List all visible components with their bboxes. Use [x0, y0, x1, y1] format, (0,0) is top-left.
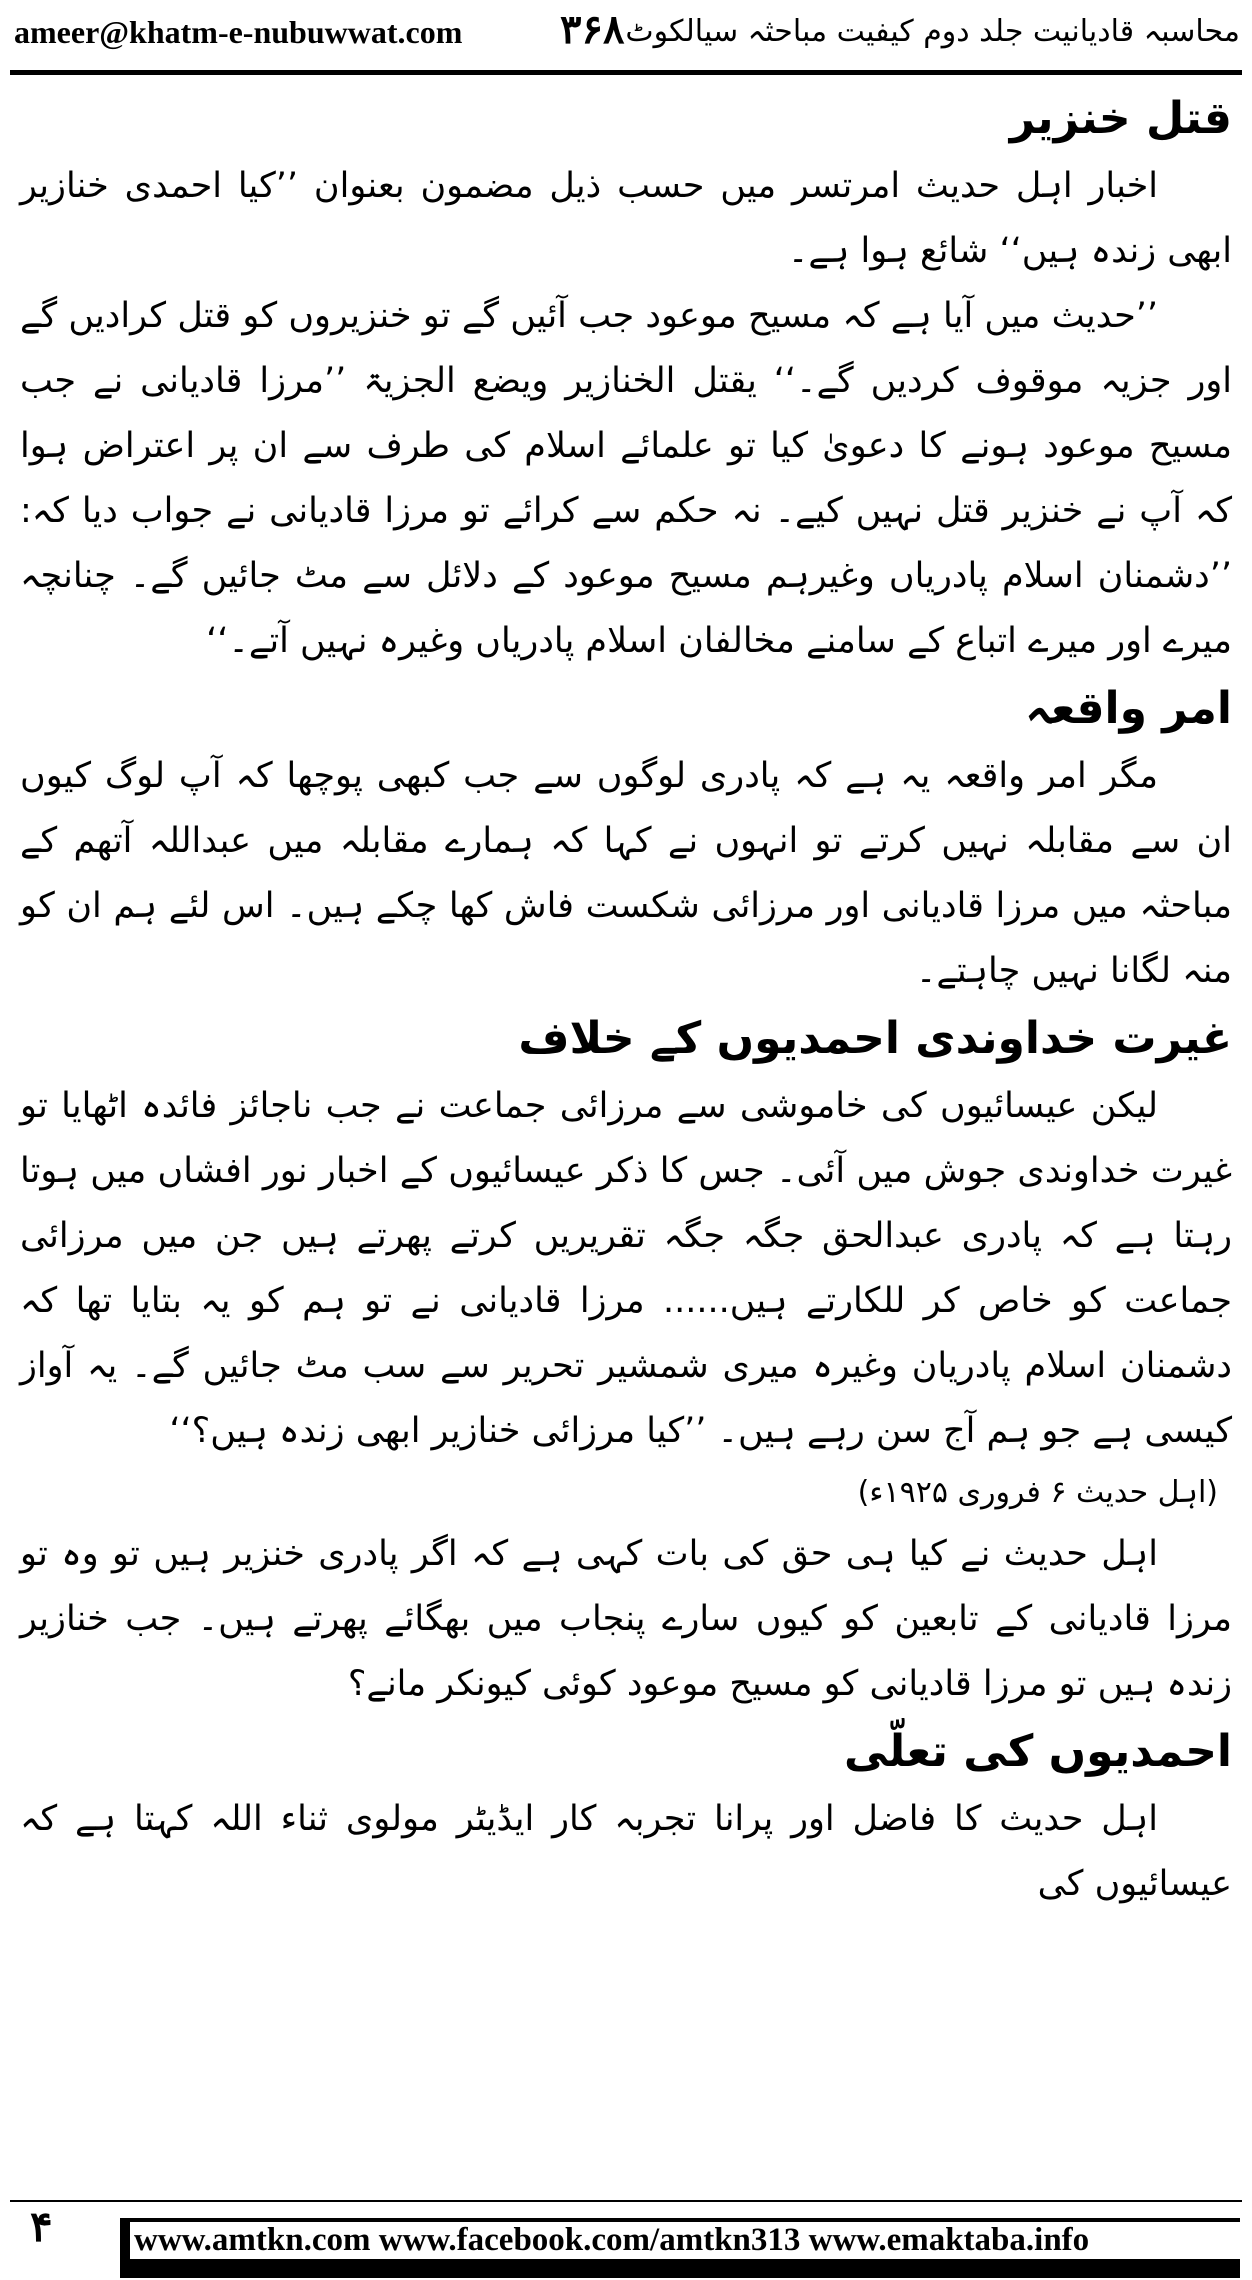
- footer-links: www.amtkn.com www.facebook.com/amtkn313 www.emaktaba.info: [130, 2222, 1248, 2259]
- section-heading-qatl-khinzir: قتل خنزیر: [1009, 93, 1232, 144]
- page-body: [20, 84, 1232, 2164]
- paragraph: اہل حدیث نے کیا ہی حق کی بات کہی ہے کہ اگر پادری خنزیر ہیں تو وہ تو مرزا قادیانی کے تابعین کو کیوں سارے پنجاب میں بھگائے پھرتے ہیں۔ جب خنازیر زندہ ہیں تو مرزا قادیانی کو مسیح موعود کوئی کیونکر مانے؟: [20, 1534, 1232, 1704]
- page-header: [0, 0, 1252, 74]
- header-book-title: محاسبہ قادیانیت جلد دوم کیفیت مباحثہ سیالکوٹ: [625, 14, 1240, 49]
- section-heading-amr-waqia: امر واقعہ: [1025, 683, 1232, 734]
- citation: (اہل حدیث ۶ فروری ۱۹۲۵ء): [857, 1475, 1218, 1510]
- header-page-number: ۳۶۸: [560, 6, 625, 53]
- header-rule: [10, 70, 1242, 75]
- section-heading-ahmadiyon-ki-talli: احمدیوں کی تعلّی: [844, 1726, 1232, 1777]
- paragraph: لیکن عیسائیوں کی خاموشی سے مرزائی جماعت نے جب ناجائز فائدہ اٹھایا تو غیرت خداوندی جوش میں آئی۔ جس کا ذکر عیسائیوں کے اخبار نور افشاں میں ہوتا رہتا ہے کہ پادری عبدالحق جگہ جگہ تقریریں کرتے پھرتے ہیں جن میں مرزائی جماعت کو خاص کر للکارتے ہیں...... مرزا قادیانی نے تو ہم کو یہ بتایا تھا کہ دشمنان اسلام پادریان وغیرہ میری شمشیر تحریر سے سب مٹ جائیں گے۔ یہ آواز کیسی ہے جو ہم آج سن رہے ہیں۔ ’’کیا مرزائی خنازیر ابھی زندہ ہیں؟‘‘: [20, 1086, 1232, 1451]
- paragraph: ’’حدیث میں آیا ہے کہ مسیح موعود جب آئیں گے تو خنزیروں کو قتل کرادیں گے اور جزیہ موقوف کردیں گے۔‘‘ یقتل الخنازیر ویضع الجزیۃ ’’مرزا قادیانی نے جب مسیح موعود ہونے کا دعویٰ کیا تو علمائے اسلام کی طرف سے ان پر اعتراض ہوا کہ آپ نے خنزیر قتل نہیں کیے۔ نہ حکم سے کرائے تو مرزا قادیانی نے جواب دیا کہ: ’’دشمنان اسلام پادریاں وغیرہم مسیح موعود کے دلائل سے مٹ جائیں گے۔ چنانچہ میرے اور میرے اتباع کے سامنے مخالفان اسلام پادریاں وغیرہ نہیں آتے۔‘‘: [20, 296, 1232, 661]
- section-heading-ghairat-khudawandi: غیرت خداوندی احمدیوں کے خلاف: [518, 1013, 1232, 1064]
- page-footer: [0, 2190, 1252, 2280]
- footer-rule: [10, 2200, 1242, 2202]
- header-email: ameer@khatm-e-nubuwwat.com: [14, 14, 463, 50]
- paragraph: اہل حدیث کا فاضل اور پرانا تجربہ کار ایڈیٹر مولوی ثناء اللہ کہتا ہے کہ عیسائیوں کی: [20, 1799, 1232, 1904]
- paragraph: اخبار اہل حدیث امرتسر میں حسب ذیل مضمون بعنوان ’’کیا احمدی خنازیر ابھی زندہ ہیں‘‘ شائع ہوا ہے۔: [20, 166, 1232, 271]
- paragraph: مگر امر واقعہ یہ ہے کہ پادری لوگوں سے جب کبھی پوچھا کہ آپ لوگ کیوں ان سے مقابلہ نہیں کرتے تو انہوں نے کہا کہ ہمارے مقابلہ میں عبداللہ آتھم کے مباحثہ میں مرزا قادیانی اور مرزائی شکست فاش کھا چکے ہیں۔ اس لئے ہم ان کو منہ لگانا نہیں چاہتے۔: [20, 756, 1232, 991]
- footer-page-mark: ۴: [30, 2202, 53, 2251]
